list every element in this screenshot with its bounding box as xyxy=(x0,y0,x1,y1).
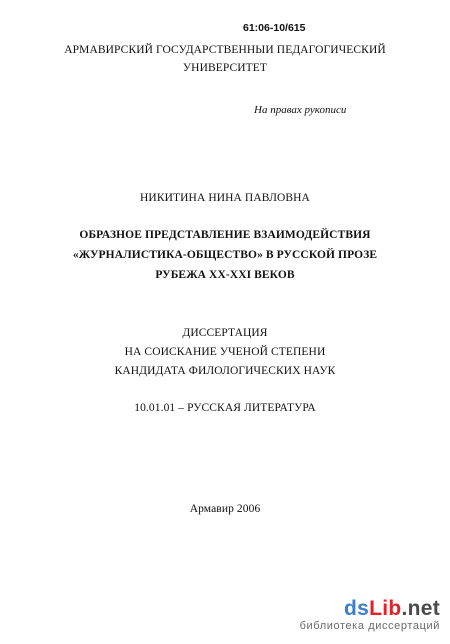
degree-line-3: КАНДИДАТА ФИЛОЛОГИЧЕСКИХ НАУК xyxy=(114,365,336,377)
manuscript-note: На правах рукописи xyxy=(254,104,347,116)
specialty: 10.01.01 – РУССКАЯ ЛИТЕРАТУРА xyxy=(134,402,316,414)
institution-line-2: УНИВЕРСИТЕТ xyxy=(182,62,268,74)
degree-line-1: ДИССЕРТАЦИЯ xyxy=(182,327,268,339)
logo-part-ds: ds xyxy=(343,597,370,620)
author-name: НИКИТИНА НИНА ПАВЛОВНА xyxy=(140,192,310,204)
logo-part-lib: Lib xyxy=(369,597,402,620)
dslib-watermark[interactable] xyxy=(300,598,440,633)
degree-line-2: НА СОИСКАНИЕ УЧЕНОЙ СТЕПЕНИ xyxy=(124,346,326,358)
title-line-2: «ЖУРНАЛИСТИКА-ОБЩЕСТВО» В РУССКОЙ ПРОЗЕ xyxy=(72,249,378,261)
dslib-logo xyxy=(300,598,440,620)
place-and-year: Армавир 2006 xyxy=(189,503,261,515)
watermark-tagline: библиотека диссертаций xyxy=(299,620,440,632)
shelf-mark: 61:06-10/615 xyxy=(243,22,306,34)
logo-part-net: .net xyxy=(401,597,440,620)
title-line-1: ОБРАЗНОЕ ПРЕДСТАВЛЕНИЕ ВЗАИМОДЕЙСТВИЯ xyxy=(79,229,371,241)
institution-line-1: АРМАВИРСКИЙ ГОСУДАРСТВЕННЫИ ПЕДАГОГИЧЕСКИЙ xyxy=(64,44,386,56)
title-line-3: РУБЕЖА XX-XXI ВЕКОВ xyxy=(155,269,295,281)
